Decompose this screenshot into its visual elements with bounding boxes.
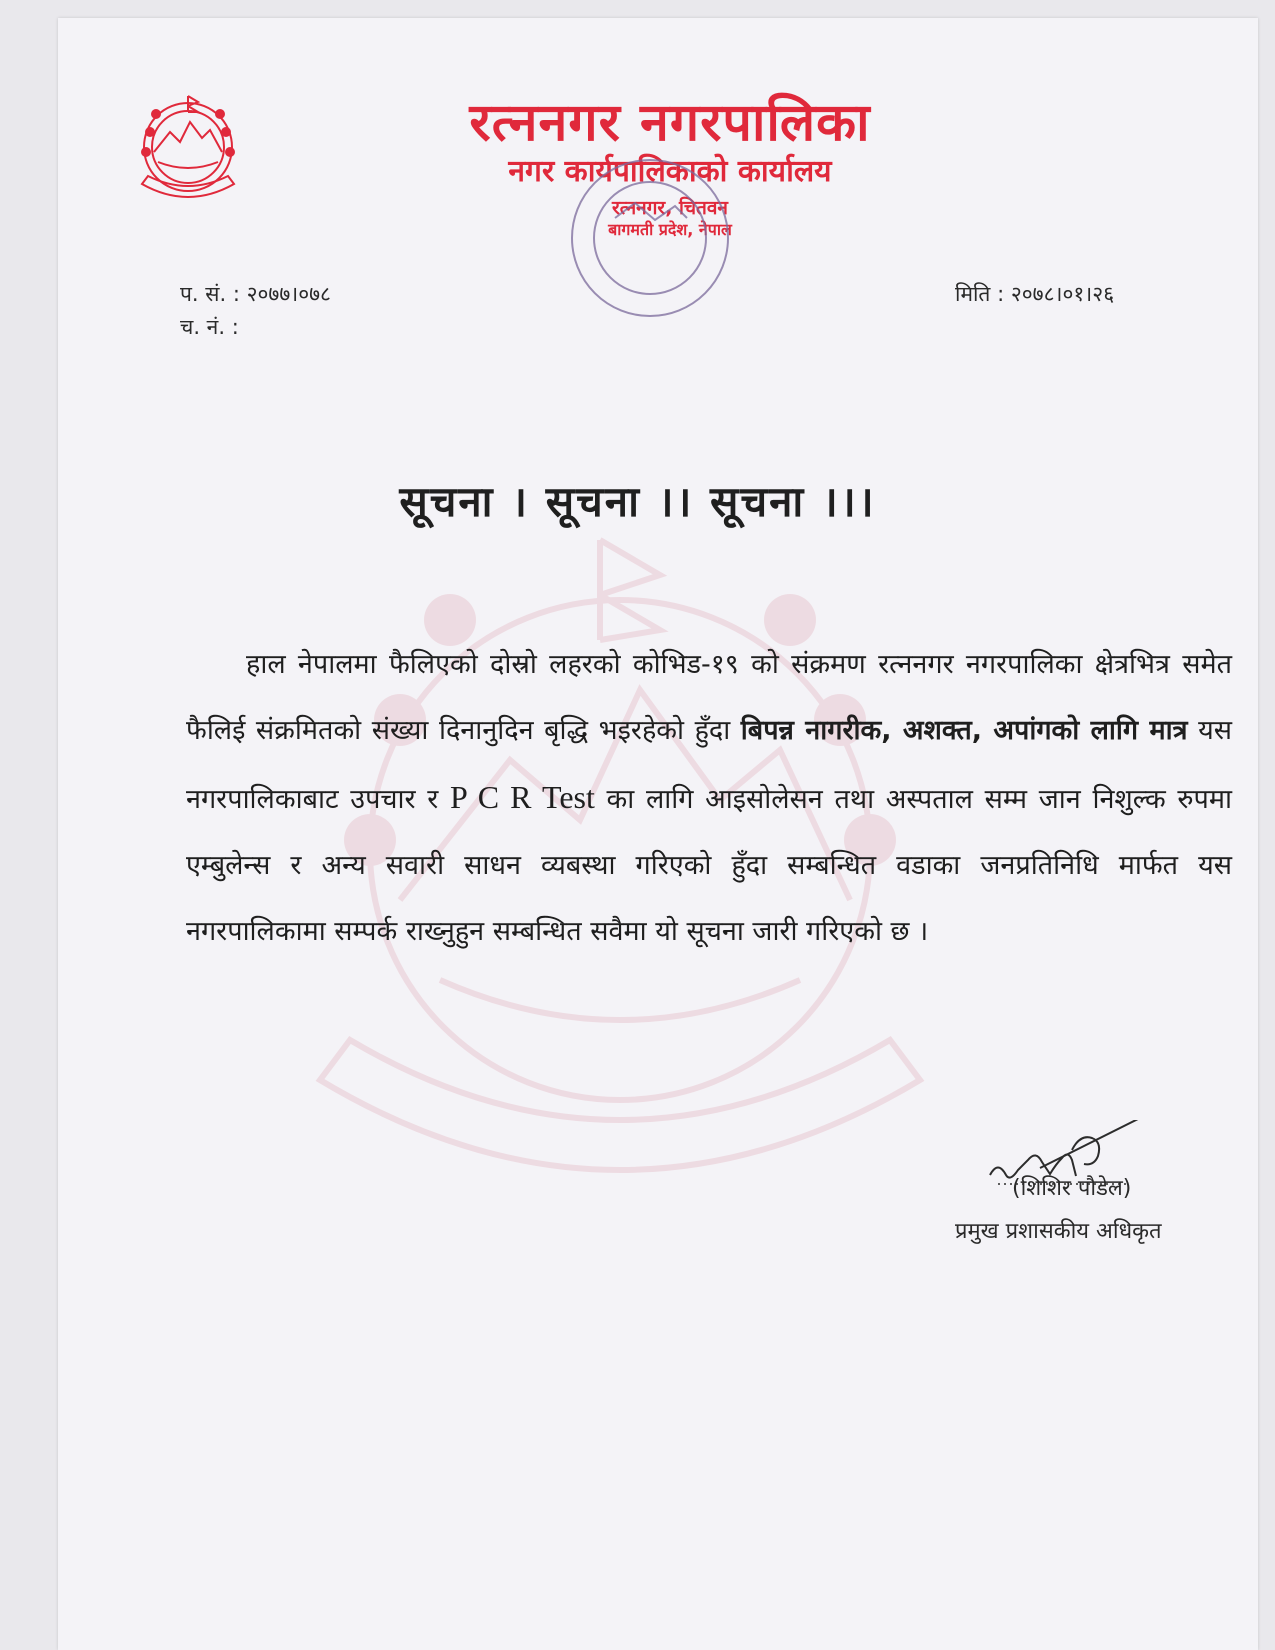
address-line-1: रत्ननगर, चितवन — [612, 197, 728, 219]
body-text-1: हाल नेपालमा फैलिएको दोस्रो लहरको कोभिड-१९ को संक्रमण रत्ननगर नगरपालिका क्षेत्रभित्र समेत फैलिई संक्रमितको संख्या दिनानुदिन बृद्धि भइरहेको हुँदा — [186, 649, 1232, 746]
dispatch-number: च. नं. : — [180, 315, 239, 339]
signatory-designation: प्रमुख प्रशासकीय अधिकृत — [955, 1219, 1162, 1244]
signatory-name: (शिशिर पौडेल) — [1012, 1176, 1132, 1201]
address-line-2: बागमती प्रदेश, नेपाल — [608, 220, 732, 239]
notice-body — [186, 632, 1232, 965]
letter-date: मिति : २०७८।०१।२६ — [955, 282, 1115, 306]
body-bold-phrase: बिपन्न नागरीक, अशक्त, अपांगको लागि मात्र — [740, 715, 1188, 746]
office-stamp — [555, 148, 745, 328]
body-pcr-test: P C R Test — [450, 779, 595, 815]
body-text-3: का लागि आइसोलेसन तथा अस्पताल सम्म जान निशुल्क रुपमा एम्बुलेन्स र अन्य सवारी साधन व्यबस्था गरिएको हुँदा सम्बन्धित वडाका जनप्रतिनिधि मार्फत यस नगरपालिकामा सम्पर्क राख्नुहुन सम्बन्धित सवैमा यो सूचना जारी गरिएको छ । — [186, 784, 1232, 947]
letter-number: प. सं. : २०७७।०७८ — [180, 282, 331, 306]
office-name: नगर कार्यपालिकाको कार्यालय — [508, 154, 832, 189]
municipality-name: रत्ननगर नगरपालिका — [469, 93, 871, 153]
notice-heading: सूचना । सूचना ।। सूचना ।।। — [399, 477, 876, 526]
body-text-2: यस नगरपालिकाबाट उपचार र — [186, 715, 1232, 815]
nepal-emblem-logo — [128, 92, 248, 207]
